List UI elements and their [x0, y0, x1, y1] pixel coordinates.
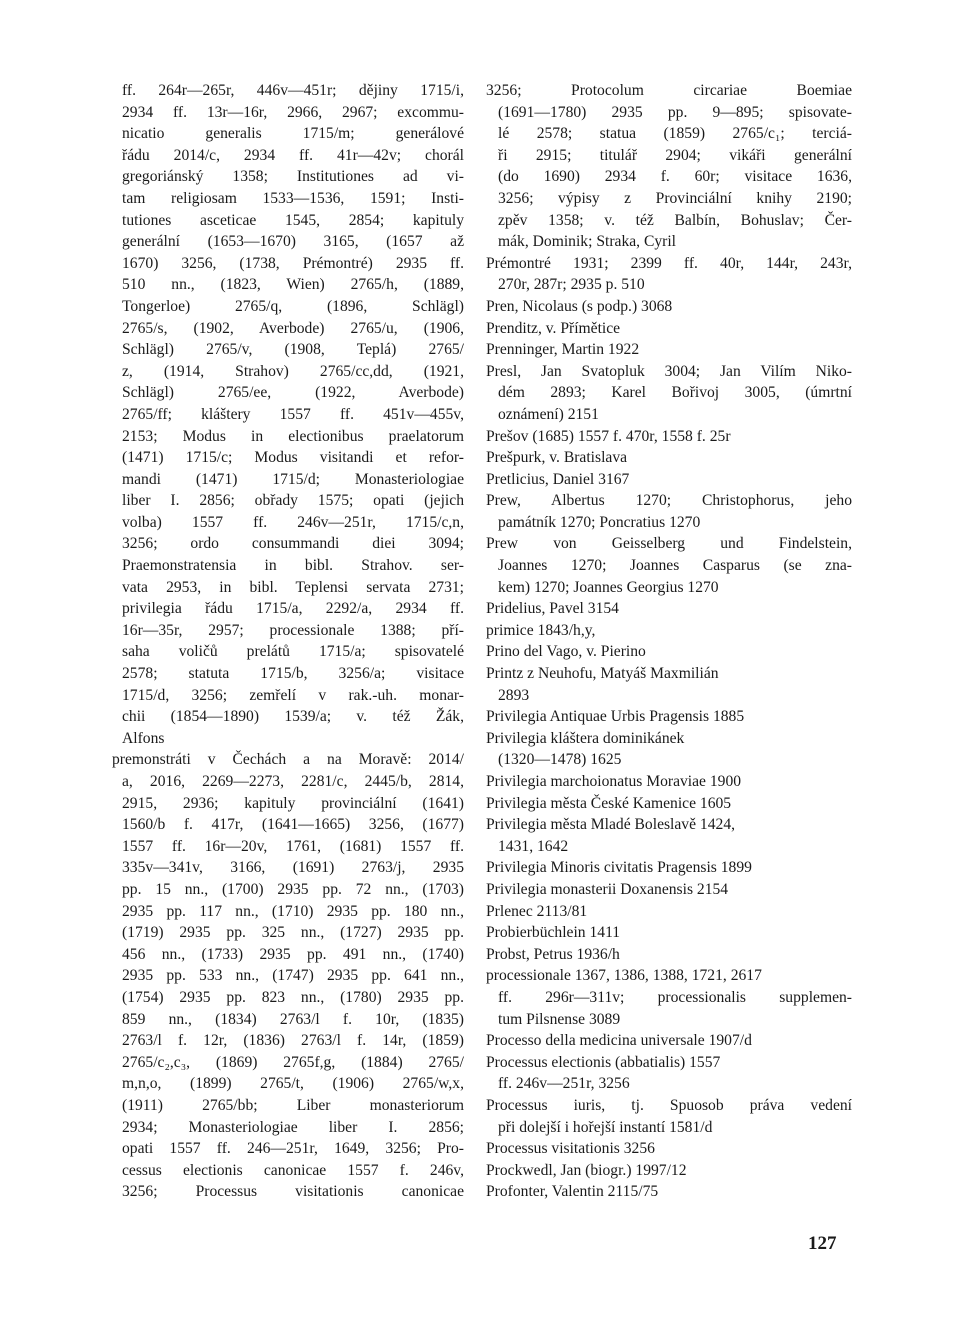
index-line: 3256; Protocolum circariae Boemiae: [486, 82, 852, 99]
index-line: Privilegia města České Kamenice 1605: [486, 794, 732, 812]
index-line: (1719) 2935 pp. 325 nn., (1727) 2935 pp.: [122, 924, 464, 942]
index-line: Privilegia Minoris civitatis Pragensis 1899: [486, 859, 752, 877]
index-line: volba) 1557 ff. 246v—251r, 1715/c,n,: [122, 513, 464, 531]
index-line: Probierbüchlein 1411: [486, 924, 621, 942]
index-line: premonstráti v Čechách a na Moravě: 2014/: [112, 751, 464, 769]
index-line: mandi (1471) 1715/d; Monasteriologiae: [122, 470, 464, 488]
index-line: Prenninger, Martin 1922: [486, 341, 640, 359]
index-line: 456 nn., (1733) 2935 pp. 491 nn., (1740): [122, 945, 464, 963]
index-line: 270r, 287r; 2935 p. 510: [498, 276, 645, 294]
index-line: Privilegia kláštera dominikánek: [486, 729, 685, 747]
index-line: Processus visitationis 3256: [486, 1140, 655, 1158]
index-line: zpěv 1358; v. též Balbín, Bohuslav; Čer-: [498, 211, 852, 229]
index-line: 2765/c₂,c₃, (1869) 2765f,g, (1884) 2765/: [122, 1053, 464, 1071]
index-line: 2893: [498, 686, 530, 704]
index-line: gregoriánský 1358; Institutiones ad vi-: [122, 168, 464, 186]
index-line: Prew von Geisselberg und Findelstein,: [486, 535, 852, 553]
index-line: tutiones asceticae 1545, 2854; kapituly: [122, 211, 464, 229]
index-line: liber I. 2856; obřady 1575; opati (jejich: [122, 492, 464, 510]
index-line: 1557 ff. 16r—20v, 1761, (1681) 1557 ff.: [122, 837, 464, 855]
index-line: Privilegia města Mladé Boleslavě 1424,: [486, 816, 736, 834]
index-line: (1320—1478) 1625: [498, 751, 622, 769]
index-line: Praemonstratensia in bibl. Strahov. ser-: [122, 557, 464, 575]
index-line: 1560/b f. 417r, (1641—1665) 3256, (1677): [122, 816, 464, 834]
index-line: 510 nn., (1823, Wien) 2765/h, (1889,: [122, 276, 464, 294]
index-line: 3256; ordo consummandi diei 3094;: [122, 535, 464, 553]
index-line: Schlägl) 2765/ee, (1922, Averbode): [122, 384, 464, 402]
index-line: 2153; Modus in electionibus praelatorum: [122, 427, 464, 445]
index-line: Prešpurk, v. Bratislava: [486, 449, 628, 467]
index-line: Prino del Vago, v. Pierino: [486, 643, 646, 661]
index-line: ff. 296r—311v; processionalis supplemen-: [498, 988, 852, 1006]
index-line: mák, Dominik; Straka, Cyril: [498, 233, 677, 251]
index-line: 2935 pp. 117 nn., (1710) 2935 pp. 180 nn.,: [122, 902, 464, 920]
index-line: saha voličů prelátů 1715/a; spisovatelé: [122, 643, 464, 661]
index-line: oznámení) 2151: [498, 405, 599, 423]
index-line: kem) 1270; Joannes Georgius 1270: [498, 578, 719, 596]
index-line: 1431, 1642: [498, 837, 569, 855]
index-line: opati 1557 ff. 246—251r, 1649, 3256; Pro-: [122, 1140, 464, 1158]
index-line: řádu 2014/c, 2934 ff. 41r—42v; chorál: [122, 146, 464, 164]
left-column: [112, 80, 464, 1203]
index-line: Processus iuris, tj. Spuosob práva vedení: [486, 1096, 852, 1114]
index-line: 2934 ff. 13r—16r, 2966, 2967; excommu-: [122, 103, 464, 121]
index-line: primice 1843/h,y,: [486, 621, 596, 639]
index-line: 2915, 2936; kapituly provinciální (1641): [122, 794, 464, 812]
index-line: ff. 246v—251r, 3256: [498, 1075, 630, 1093]
index-line: Probst, Petrus 1936/h: [486, 945, 620, 963]
index-line: 16r—35r, 2957; processionale 1388; pří-: [122, 621, 464, 639]
index-line: 3256; Processus visitationis canonicae: [122, 1183, 464, 1201]
index-line: tum Pilsnense 3089: [498, 1010, 621, 1028]
index-line: (do 1690) 2934 f. 60r; visitace 1636,: [498, 168, 852, 186]
index-line: chii (1854—1890) 1539/a; v. též Žák,: [122, 708, 464, 726]
index-line: 1670) 3256, (1738, Prémontré) 2935 ff.: [122, 254, 464, 272]
index-line: Prew, Albertus 1270; Christophorus, jeho: [486, 492, 852, 510]
index-line: Prešov (1685) 1557 f. 470r, 1558 f. 25r: [486, 427, 731, 445]
index-line: 1715/d, 3256; zemřelí v rak.-uh. monar-: [122, 686, 464, 704]
index-line: Privilegia Antiquae Urbis Pragensis 1885: [486, 708, 745, 726]
index-line: 2763/l f. 12r, (1836) 2763/l f. 14r, (1859): [122, 1032, 464, 1050]
index-line: (1691—1780) 2935 pp. 9—895; spisovate-: [498, 103, 852, 121]
index-line: Privilegia monasterii Doxanensis 2154: [486, 880, 729, 898]
index-line: (1471) 1715/c; Modus visitandi et refor-: [122, 449, 464, 467]
index-line: m,n,o, (1899) 2765/t, (1906) 2765/w,x,: [122, 1075, 464, 1093]
index-line: 2935 pp. 533 nn., (1747) 2935 pp. 641 nn.,: [122, 967, 464, 985]
index-line: Schlägl) 2765/v, (1908, Teplá) 2765/: [122, 341, 464, 359]
index-line: Prockwedl, Jan (biogr.) 1997/12: [486, 1161, 687, 1179]
index-line: Processus electionis (abbatialis) 1557: [486, 1053, 721, 1071]
index-line: Pridelius, Pavel 3154: [486, 600, 619, 618]
index-line: 2934; Monasteriologiae liber I. 2856;: [122, 1118, 464, 1136]
index-line: Processo della medicina universale 1907/d: [486, 1032, 752, 1050]
index-line: Presl, Jan Svatopluk 3004; Jan Vilím Niko-: [486, 362, 852, 380]
index-line: privilegia řádu 1715/a, 2292/a, 2934 ff.: [122, 600, 464, 618]
index-line: (1754) 2935 pp. 823 nn., (1780) 2935 pp.: [122, 988, 464, 1006]
index-line: 335v—341v, 3166, (1691) 2763/j, 2935: [122, 859, 464, 877]
index-line: tam religiosam 1533—1536, 1591; Insti-: [122, 189, 464, 207]
index-line: ři 2915; titulář 2904; vikáři generální: [498, 146, 852, 164]
index-line: 859 nn., (1834) 2763/l f. 10r, (1835): [122, 1010, 464, 1028]
index-line: Pren, Nicolaus (s podp.) 3068: [486, 297, 673, 315]
index-line: památník 1270; Poncratius 1270: [498, 513, 701, 531]
index-line: 3256; výpisy z Provinciální knihy 2190;: [498, 189, 852, 207]
index-line: Tongerloe) 2765/q, (1896, Schlägl): [122, 297, 464, 315]
index-line: Privilegia marchoionatus Moraviae 1900: [486, 773, 742, 790]
index-line: při dolejší i hořejší instantí 1581/d: [498, 1118, 713, 1136]
index-line: 2578; statuta 1715/b, 3256/a; visitace: [122, 665, 464, 683]
index-line: Prémontré 1931; 2399 ff. 40r, 144r, 243r,: [486, 254, 852, 272]
index-line: pp. 15 nn., (1700) 2935 pp. 72 nn., (1703): [122, 880, 464, 898]
index-line: nicatio generalis 1715/m; generálové: [122, 125, 464, 143]
index-line: (1911) 2765/bb; Liber monasteriorum: [122, 1096, 464, 1114]
index-line: processionale 1367, 1386, 1388, 1721, 2617: [486, 967, 762, 985]
index-line: lé 2578; statua (1859) 2765/c₁; terciá-: [498, 125, 852, 143]
index-line: Prlenec 2113/81: [486, 902, 588, 920]
index-line: a, 2016, 2269—2273, 2281/c, 2445/b, 2814,: [122, 773, 464, 790]
index-line: Prenditz, v. Přímětice: [486, 319, 621, 337]
index-line: generální (1653—1670) 3165, (1657 až: [122, 233, 464, 251]
right-column: [486, 80, 852, 1203]
index-line: Pretlicius, Daniel 3167: [486, 470, 630, 488]
index-line: z, (1914, Strahov) 2765/cc,dd, (1921,: [122, 362, 464, 380]
index-line: Alfons: [122, 729, 165, 747]
index-line: ff. 264r—265r, 446v—451r; dějiny 1715/i,: [122, 82, 464, 99]
index-line: vata 2953, in bibl. Teplensi servata 2731;: [122, 578, 464, 596]
index-line: 2765/ff; kláštery 1557 ff. 451v—455v,: [122, 405, 464, 423]
index-line: 2765/s, (1902, Averbode) 2765/u, (1906,: [122, 319, 464, 337]
index-line: Printz z Neuhofu, Matyáš Maxmilián: [486, 665, 719, 683]
page-number: 127: [808, 1233, 837, 1254]
index-line: cessus electionis canonicae 1557 f. 246v,: [122, 1161, 464, 1179]
index-line: Joannes 1270; Joannes Casparus (se zna-: [498, 557, 852, 575]
index-line: Profonter, Valentin 2115/75: [486, 1183, 659, 1201]
index-line: dém 2893; Karel Bořivoj 3005, (úmrtní: [498, 384, 852, 402]
